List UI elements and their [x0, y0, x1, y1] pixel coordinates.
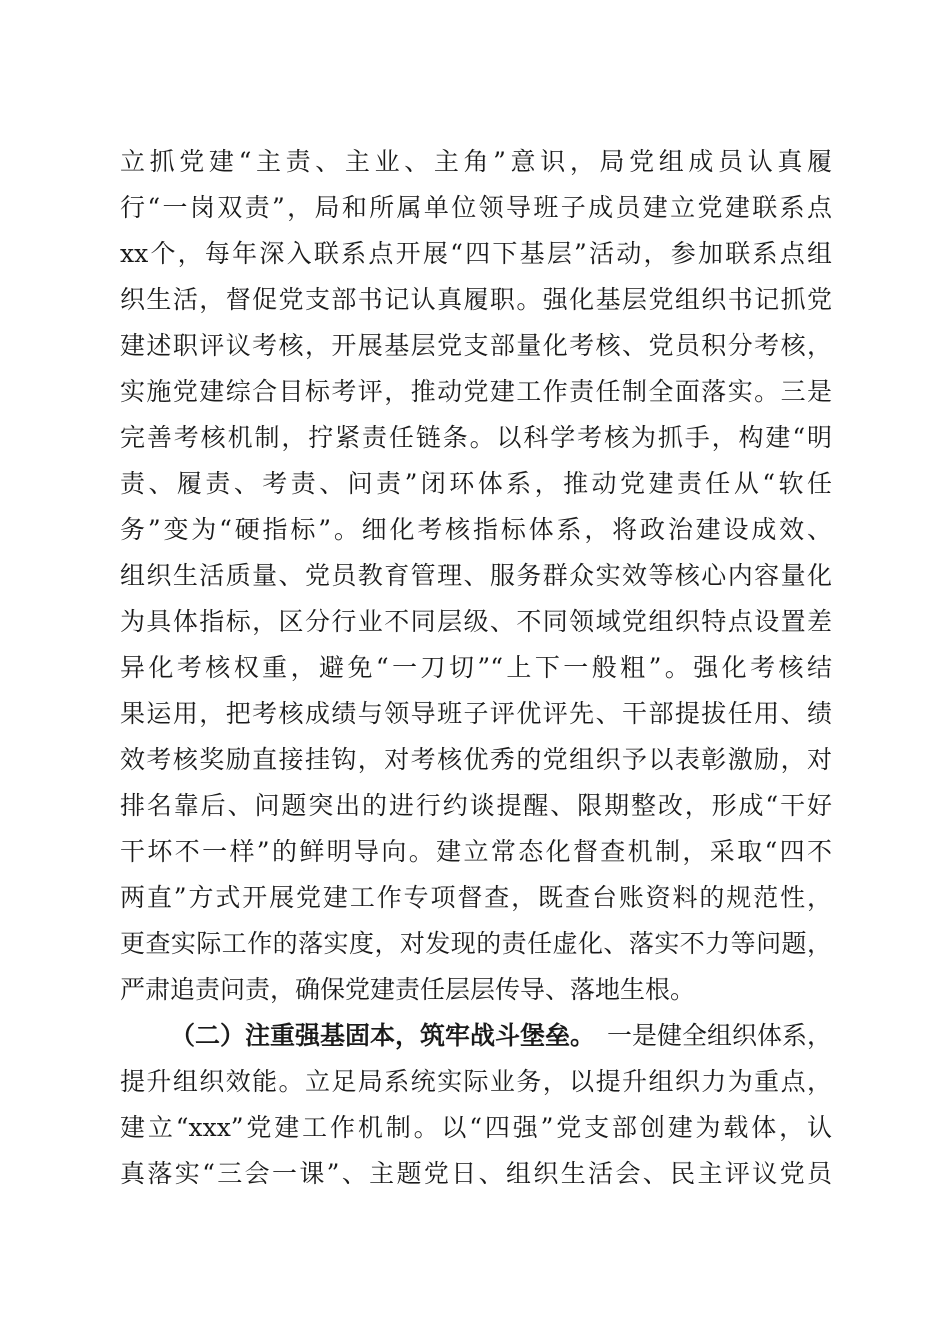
body-line-18: 更查实际工作的落实度，对发现的责任虚化、落实不力等问题，	[120, 929, 832, 958]
body-line-16: 干坏不一样”的鲜明导向。建立常态化督查机制，采取“四不	[120, 837, 832, 866]
section-line-3: 真落实“三会一课”、主题党日、组织生活会、民主评议党员	[120, 1159, 832, 1188]
body-line-8: 责、履责、考责、问责”闭环体系，推动党建责任从“软任	[120, 469, 832, 498]
body-line-17: 两直”方式开展党建工作专项督查，既查台账资料的规范性，	[120, 883, 832, 912]
body-line-19: 严肃追责问责，确保党建责任层层传导、落地生根。	[120, 975, 696, 1004]
body-line-12: 异化考核权重，避免“一刀切”“上下一般粗”。强化考核结	[120, 653, 832, 682]
body-line-15: 排名靠后、问题突出的进行约谈提醒、限期整改，形成“干好	[120, 791, 832, 820]
body-line-14: 效考核奖励直接挂钩，对考核优秀的党组织予以表彰激励，对	[120, 745, 832, 774]
body-line-9: 务”变为“硬指标”。细化考核指标体系，将政治建设成效、	[120, 515, 832, 544]
body-line-1: 立抓党建“主责、主业、主角”意识，局党组成员认真履	[120, 147, 832, 176]
body-line-2: 行“一岗双责”，局和所属单位领导班子成员建立党建联系点	[120, 193, 832, 222]
section-line-2: 建立“xxx”党建工作机制。以“四强”党支部创建为载体，认	[120, 1113, 832, 1142]
body-line-11: 为具体指标，区分行业不同层级、不同领域党组织特点设置差	[120, 607, 832, 636]
body-line-7: 完善考核机制，拧紧责任链条。以科学考核为抓手，构建“明	[120, 423, 832, 452]
body-line-5: 建述职评议考核，开展基层党支部量化考核、党员积分考核，	[120, 331, 832, 360]
section-heading-rest: 一是健全组织体系，	[606, 1021, 832, 1050]
section-line-1: 提升组织效能。立足局系统实际业务，以提升组织力为重点，	[120, 1067, 832, 1096]
body-line-4: 织生活，督促党支部书记认真履职。强化基层党组织书记抓党	[120, 285, 832, 314]
body-line-3: xx个，每年深入联系点开展“四下基层”活动，参加联系点组	[120, 239, 832, 268]
body-line-6: 实施党建综合目标考评，推动党建工作责任制全面落实。三是	[120, 377, 832, 406]
section-heading-line	[170, 1020, 832, 1052]
body-line-10: 组织生活质量、党员教育管理、服务群众实效等核心内容量化	[120, 561, 832, 590]
body-line-13: 果运用，把考核成绩与领导班子评优评先、干部提拔任用、绩	[120, 699, 832, 728]
section-heading: （二）注重强基固本，筑牢战斗堡垒。	[170, 1021, 596, 1050]
